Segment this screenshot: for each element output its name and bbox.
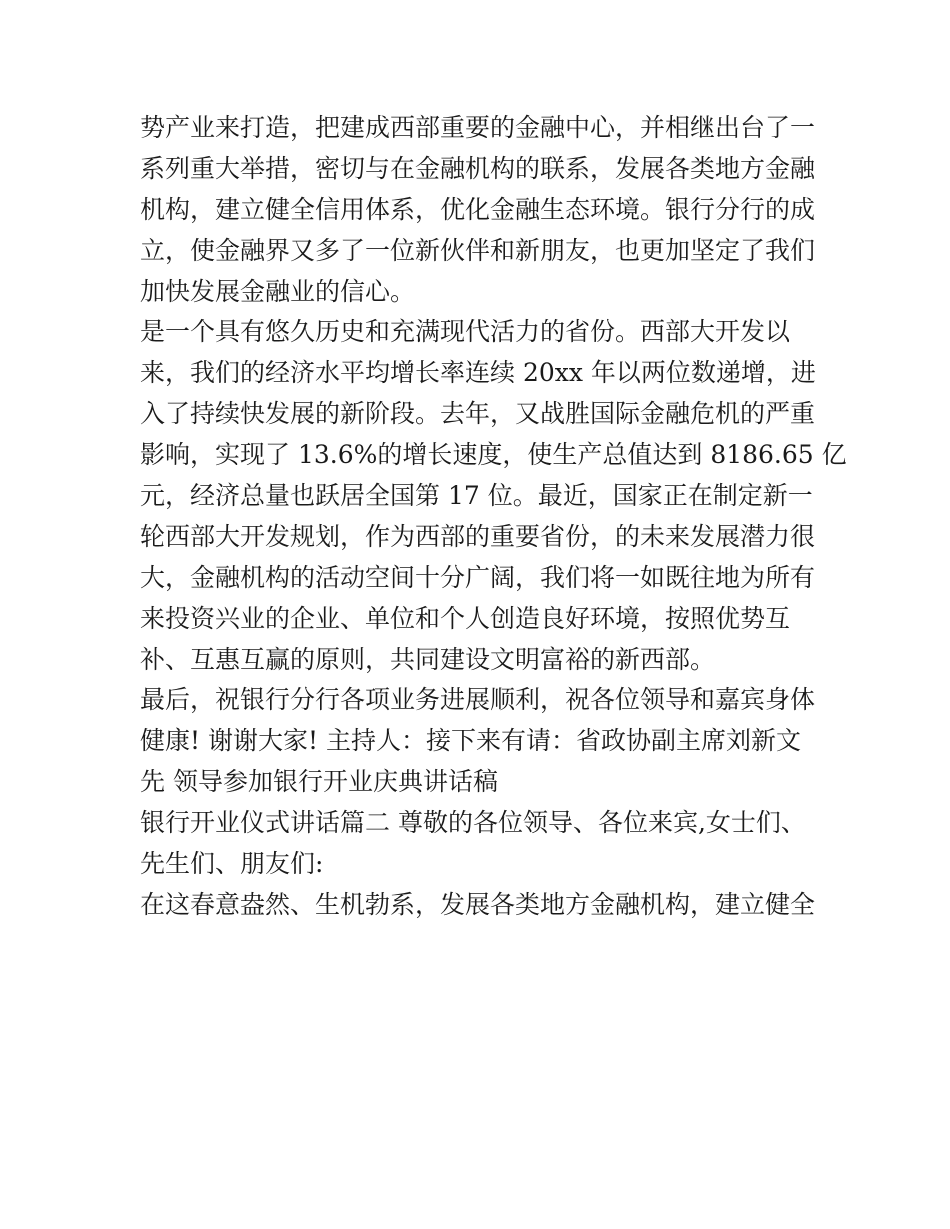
document-body <box>140 108 847 926</box>
text-line: 势产业来打造，把建成西部重要的金融中心，并相继出台了一 <box>140 113 816 142</box>
text-line: 先生们、朋友们: <box>140 849 324 879</box>
text-line: 影响，实现了 13.6%的增长速度，使生产总值达到 8186.65 亿 <box>140 440 847 470</box>
text-line: 是一个具有悠久历史和充满现代活力的省份。西部大开发以 <box>140 317 791 347</box>
text-line: 系列重大举措，密切与在金融机构的联系，发展各类地方金融 <box>140 153 816 183</box>
text-line: 来，我们的经济水平均增长率连续 20xx 年以两位数递增，进 <box>140 358 816 388</box>
text-line: 轮西部大开发规划，作为西部的重要省份，的未来发展潜力很 <box>140 521 816 551</box>
text-line: 加快发展金融业的信心。 <box>140 276 416 306</box>
text-line: 元，经济总量也跃居全国第 17 位。最近，国家正在制定新一 <box>140 481 813 511</box>
text-line: 银行开业仪式讲话篇二 尊敬的各位领导、各位来宾,女士们、 <box>140 808 806 838</box>
text-line: 来投资兴业的企业、单位和个人创造良好环境，按照优势互 <box>140 603 791 633</box>
text-line: 大，金融机构的活动空间十分广阔，我们将一如既往地为所有 <box>140 562 816 592</box>
text-line: 健康! 谢谢大家! 主持人：接下来有请：省政协副主席刘新文 <box>140 726 801 756</box>
text-line: 机构，建立健全信用体系，优化金融生态环境。银行分行的成 <box>140 194 816 224</box>
text-line: 立，使金融界又多了一位新伙伴和新朋友，也更加坚定了我们 <box>140 235 816 265</box>
text-line: 补、互惠互赢的原则，共同建设文明富裕的新西部。 <box>140 644 716 674</box>
text-line: 先 领导参加银行开业庆典讲话稿 <box>140 767 498 797</box>
text-line: 在这春意盎然、生机勃系，发展各类地方金融机构，建立健全 <box>140 889 816 919</box>
text-line: 最后，祝银行分行各项业务进展顺利，祝各位领导和嘉宾身体 <box>140 685 816 715</box>
text-line: 入了持续快发展的新阶段。去年，又战胜国际金融危机的严重 <box>140 399 816 429</box>
